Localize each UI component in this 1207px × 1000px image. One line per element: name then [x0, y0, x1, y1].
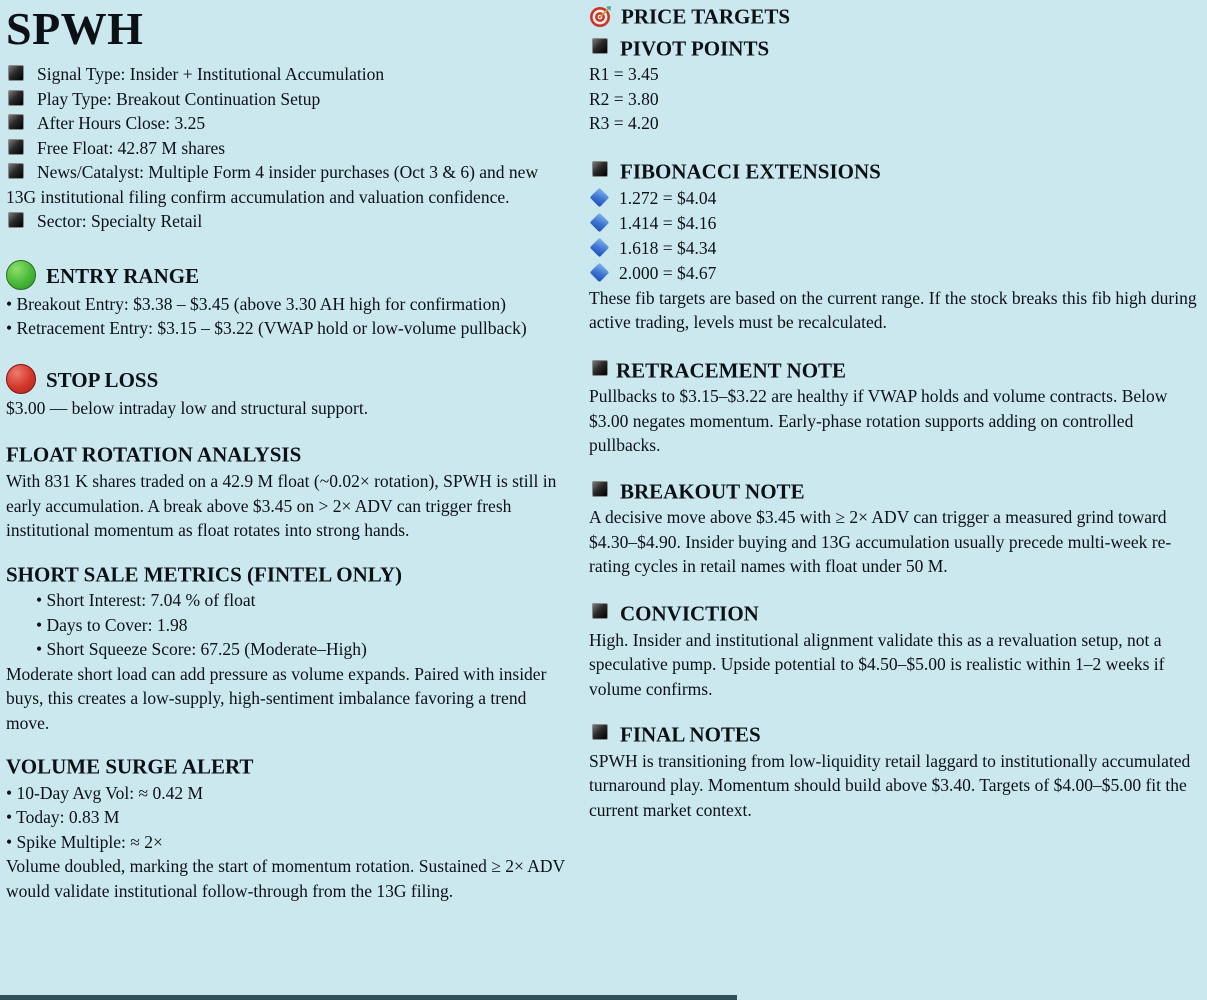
section-header-short-sale: [6, 560, 570, 589]
black-square-icon: [8, 90, 24, 106]
black-square-icon: [8, 114, 24, 130]
fact-text: After Hours Close: 3.25: [37, 113, 206, 133]
section-title: FIBONACCI EXTENSIONS: [620, 159, 881, 184]
ticker-title: SPWH: [6, 3, 144, 54]
black-square-icon: [592, 161, 608, 177]
black-square-icon: [8, 139, 24, 155]
black-square-icon: [592, 481, 608, 497]
black-square-icon: [592, 724, 608, 740]
retracement-note-text: Pullbacks to $3.15–$3.22 are healthy if VWAP holds and volume contracts. Below $3.00 negates momentum. Early-phase rotation supports adding on controlled pullbacks.: [589, 386, 1168, 456]
fib-text: 1.272 = $4.04: [619, 187, 717, 208]
short-sale-bullet: • Days to Cover: 1.98: [36, 614, 188, 635]
section-header-retracement-note: [589, 356, 1207, 385]
black-square-icon: [8, 65, 24, 81]
fibonacci-level: [589, 186, 1207, 211]
fib-text: 1.618 = $4.34: [619, 237, 717, 258]
black-square-icon: [8, 163, 24, 179]
section-header-fibonacci: [589, 157, 1207, 186]
volume-surge-text: Volume doubled, marking the start of momentum rotation. Sustained ≥ 2× ADV would validate institutional follow-through from the 13G filing.: [6, 856, 565, 901]
section-title: CONVICTION: [620, 601, 759, 626]
volume-bullet: • 10-Day Avg Vol: ≈ 0.42 M: [6, 782, 204, 803]
volume-bullet: • Today: 0.83 M: [6, 807, 120, 828]
black-square-icon: [592, 38, 608, 54]
bottom-divider-bar: [0, 995, 737, 1000]
short-sale-bullet: • Short Interest: 7.04 % of float: [36, 590, 256, 611]
blue-diamond-icon: [590, 262, 610, 282]
conviction-text: High. Insider and institutional alignment validate this as a revaluation setup, not a speculative pump. Upside potential to $4.50–$5.00 is realistic within 1–2 weeks if volume confirms.: [589, 629, 1165, 699]
fact-text: Play Type: Breakout Continuation Setup: [37, 88, 321, 109]
black-square-icon: [8, 212, 24, 228]
section-header-final-notes: [589, 720, 1207, 749]
section-title: SHORT SALE METRICS (FINTEL ONLY): [6, 562, 403, 587]
volume-bullet: • Spike Multiple: ≈ 2×: [6, 831, 163, 852]
entry-line: • Breakout Entry: $3.38 – $3.45 (above 3.30 AH high for confirmation): [6, 293, 506, 314]
pivot-level: R1 = 3.45: [589, 64, 659, 85]
blue-diamond-icon: [590, 237, 610, 257]
section-header-volume-surge: [6, 752, 570, 781]
fact-row: [6, 209, 570, 234]
pivot-level: R3 = 4.20: [589, 113, 659, 134]
entry-line: • Retracement Entry: $3.15 – $3.22 (VWAP hold or low-volume pullback): [6, 318, 527, 339]
section-header-breakout-note: [589, 477, 1207, 506]
fact-row: [6, 160, 570, 209]
section-header-stop-loss: [6, 362, 570, 396]
fibonacci-level: [589, 211, 1207, 236]
section-header-entry-range: [6, 258, 570, 292]
fibonacci-level: [589, 261, 1207, 286]
fib-text: 1.414 = $4.16: [619, 212, 717, 233]
fact-text: Signal Type: Insider + Institutional Accumulation: [37, 64, 385, 84]
fact-row: [6, 62, 570, 87]
fact-row: [6, 136, 570, 161]
fact-text: News/Catalyst: Multiple Form 4 insider purchases (Oct 3 & 6) and new 13G institutional filing confirm accumulation and valuation confidence.: [6, 162, 539, 207]
section-title: VOLUME SURGE ALERT: [6, 754, 254, 779]
blue-diamond-icon: [590, 187, 610, 207]
black-square-icon: [592, 360, 608, 376]
stop-loss-text: $3.00 — below intraday low and structural support.: [6, 397, 369, 418]
fibonacci-note: These fib targets are based on the current range. If the stock breaks this fib high during active trading, levels must be recalculated.: [589, 287, 1197, 333]
float-rotation-text: With 831 K shares traded on a 42.9 M float (~0.02× rotation), SPWH is still in early accumulation. A break above $3.45 on > 2× ADV can trigger fresh institutional momentum as float rotates into strong hands.: [6, 471, 557, 541]
fibonacci-level: [589, 236, 1207, 261]
fact-row: [6, 87, 570, 112]
section-title: ENTRY RANGE: [46, 263, 200, 288]
fib-text: 2.000 = $4.67: [619, 262, 717, 283]
section-title: RETRACEMENT NOTE: [616, 358, 847, 383]
red-circle-icon: [6, 364, 36, 394]
section-title: FLOAT ROTATION ANALYSIS: [6, 443, 302, 468]
section-header-float-rotation: [6, 440, 570, 469]
black-square-icon: [592, 603, 608, 619]
section-header-conviction: [589, 599, 1207, 628]
short-sale-text: Moderate short load can add pressure as volume expands. Paired with insider buys, this creates a low-supply, high-sentiment imbalance favoring a trend move.: [6, 663, 547, 733]
section-title: FINAL NOTES: [620, 722, 761, 747]
fact-row: [6, 111, 570, 136]
short-sale-bullet: • Short Squeeze Score: 67.25 (Moderate–High): [36, 639, 367, 660]
section-title: PIVOT POINTS: [620, 36, 770, 61]
final-notes-text: SPWH is transitioning from low-liquidity retail laggard to institutionally accumulated turnaround play. Momentum should build above $3.40. Targets of $4.00–$5.00 fit the current market context.: [589, 750, 1191, 820]
left-column: [0, 0, 570, 903]
right-column: [582, 0, 1207, 903]
pivot-level: R2 = 3.80: [589, 88, 659, 109]
breakout-note-text: A decisive move above $3.45 with ≥ 2× ADV can trigger a measured grind toward $4.30–$4.90. Insider buying and 13G accumulation usually precede multi-week re-rating cycles in retail names with float under 50 M.: [589, 507, 1172, 577]
fact-text: Sector: Specialty Retail: [37, 211, 203, 231]
section-header-price-targets: [589, 2, 1207, 31]
fact-text: Free Float: 42.87 M shares: [37, 137, 226, 158]
section-title: BREAKOUT NOTE: [620, 479, 805, 504]
section-header-pivot-points: [589, 34, 1207, 63]
section-title: STOP LOSS: [46, 367, 159, 392]
target-dart-icon: [589, 4, 613, 28]
green-circle-icon: [6, 260, 36, 290]
blue-diamond-icon: [590, 212, 610, 232]
section-title: PRICE TARGETS: [621, 4, 791, 29]
